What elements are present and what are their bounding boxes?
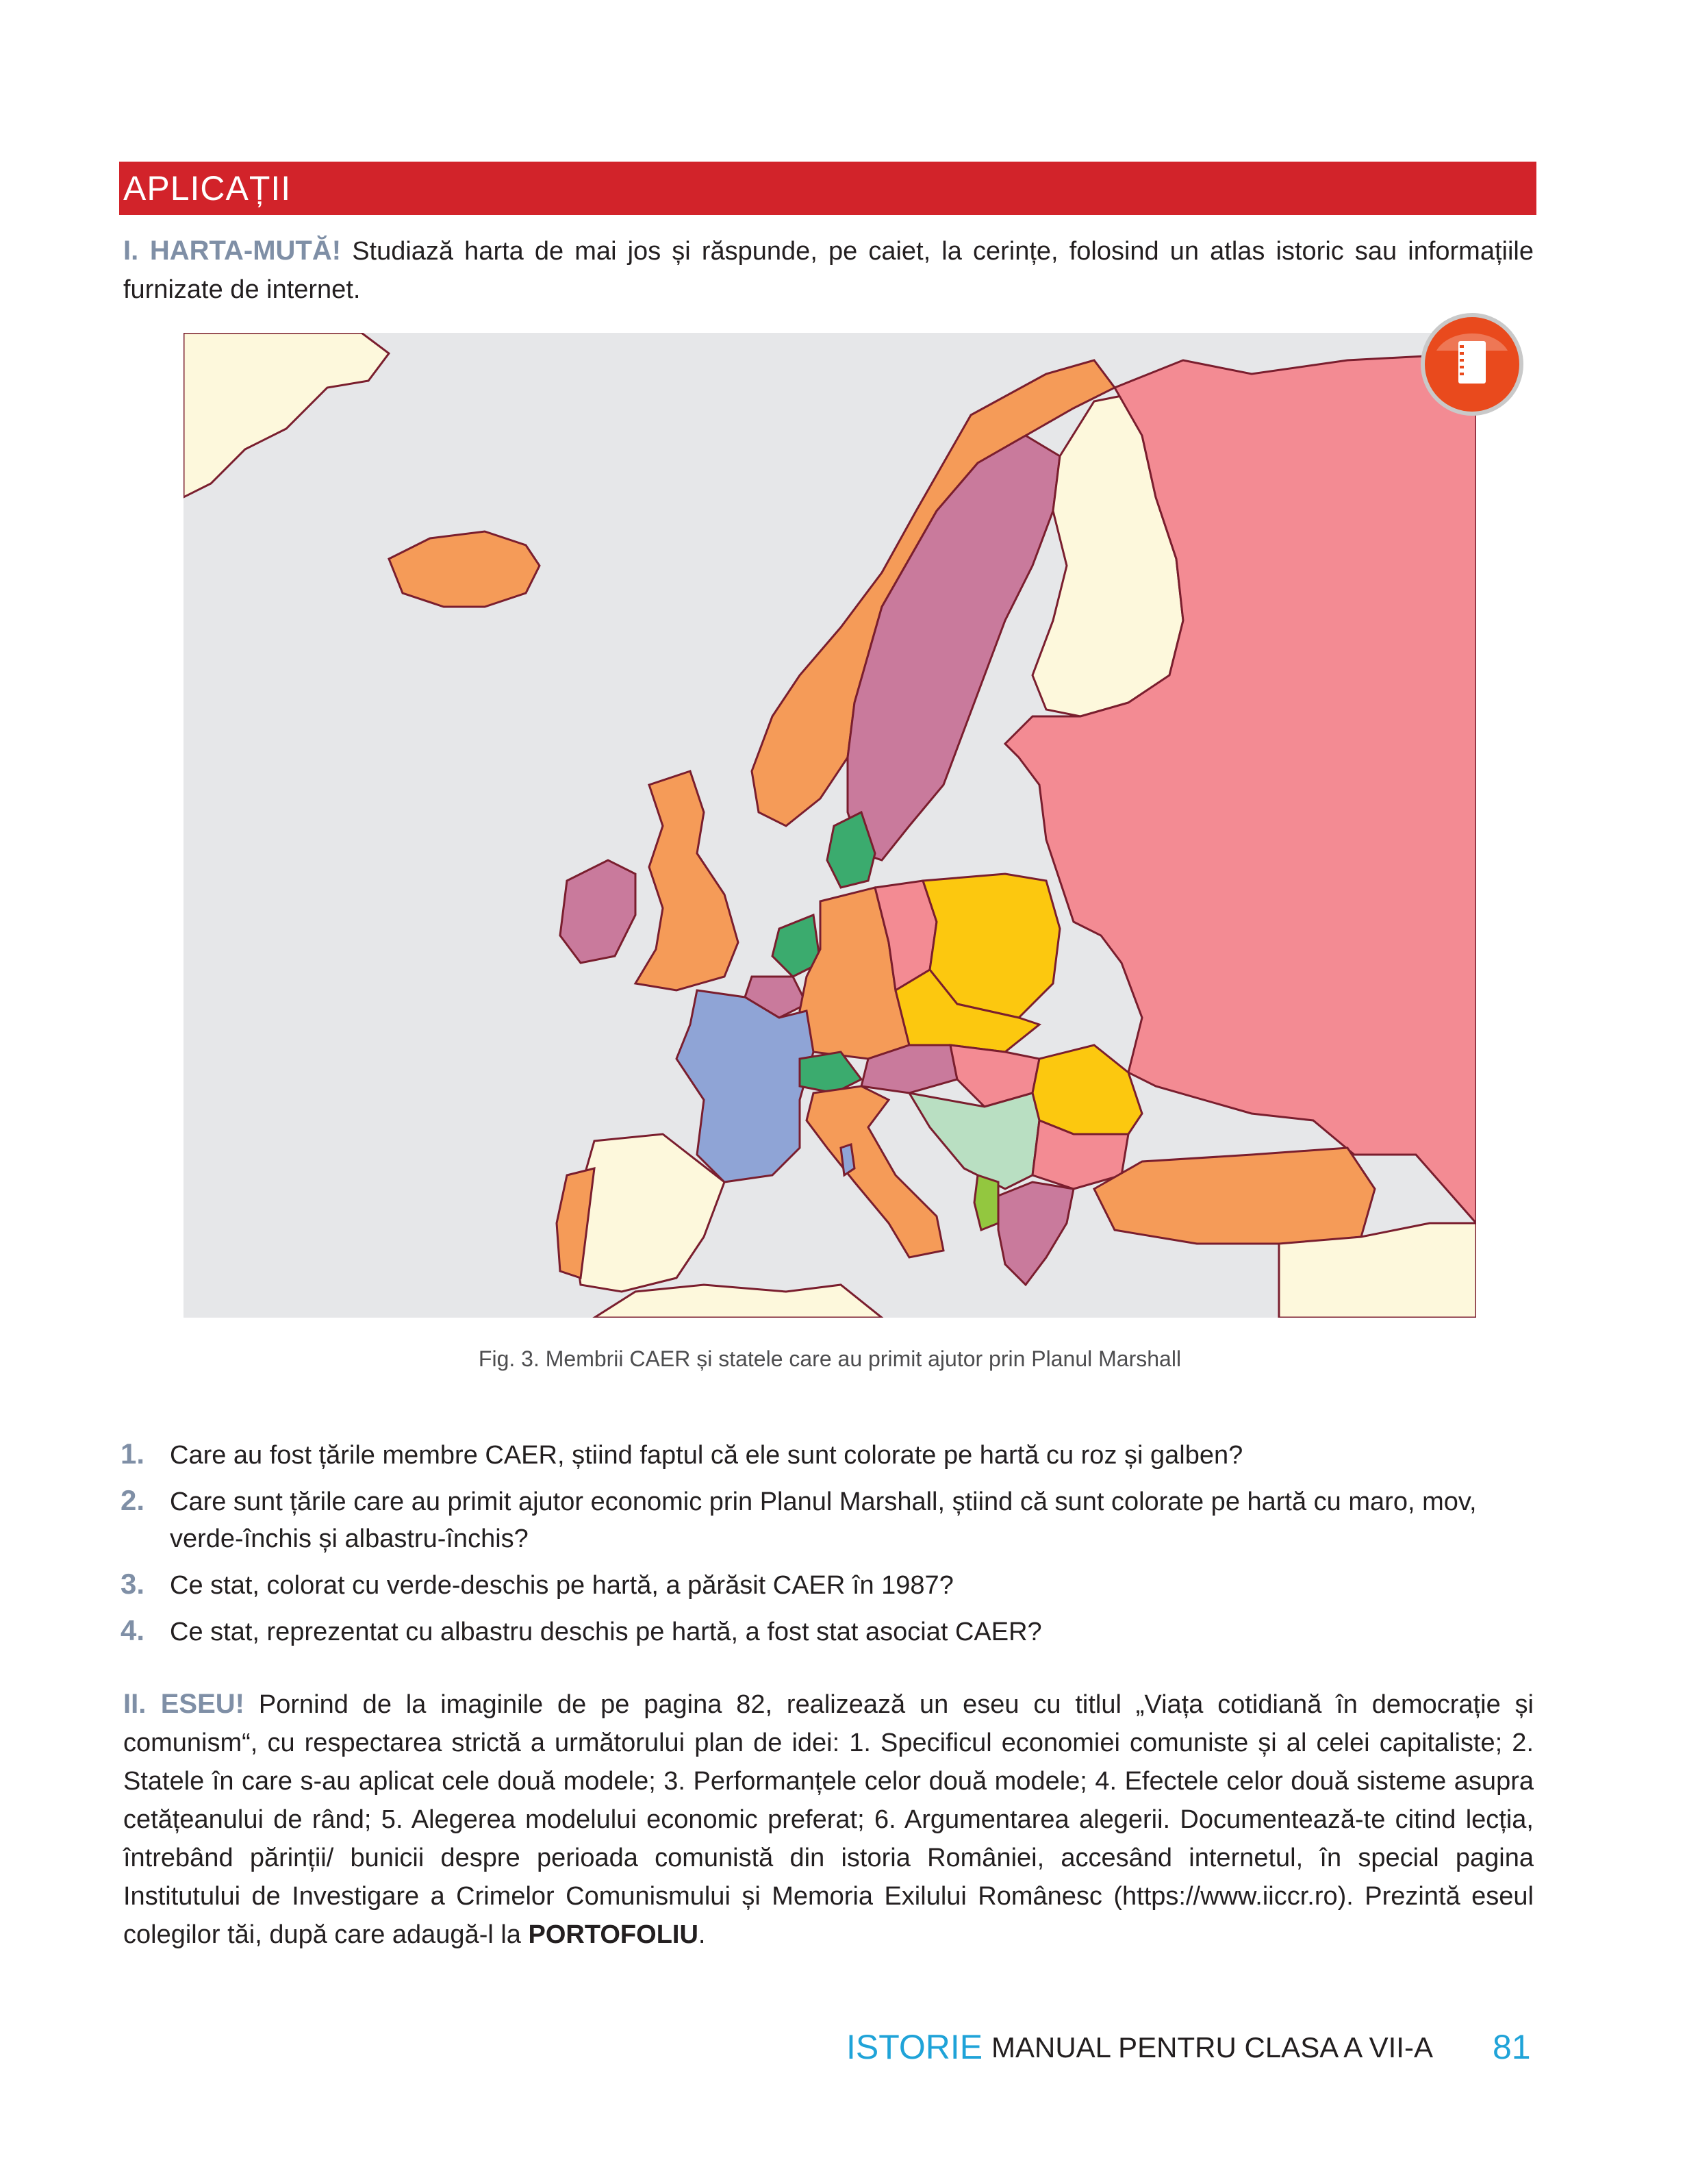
question-number: 3. bbox=[121, 1568, 145, 1600]
portfolio-keyword: PORTOFOLIU bbox=[528, 1920, 698, 1949]
section-title: APLICAȚII bbox=[123, 169, 292, 208]
task1-paragraph bbox=[123, 231, 1534, 309]
map-iceland bbox=[389, 531, 540, 607]
map-yugoslavia bbox=[909, 1093, 1039, 1189]
question-text: Care sunt țările care au primit ajutor economic prin Planul Marshall, știind că sunt colorate pe hartă cu maro, mov, verde-închis și albastru-închis? bbox=[170, 1488, 1477, 1553]
question-number: 4. bbox=[121, 1614, 145, 1646]
map-ireland bbox=[560, 860, 635, 963]
footer-book-title: MANUAL PENTRU CLASA A VII-A bbox=[991, 2031, 1433, 2063]
page-number: 81 bbox=[1493, 2028, 1531, 2066]
section-banner bbox=[119, 162, 1536, 215]
question-text: Ce stat, colorat cu verde-deschis pe hartă, a părăsit CAER în 1987? bbox=[170, 1571, 954, 1600]
question-text: Care au fost țările membre CAER, știind faptul că ele sunt colorate pe hartă cu roz și galben? bbox=[170, 1441, 1243, 1470]
map-france bbox=[676, 990, 813, 1182]
question-number: 2. bbox=[121, 1484, 145, 1516]
list-item bbox=[121, 1483, 1538, 1557]
map-sweden bbox=[848, 436, 1060, 860]
map-greenland bbox=[183, 333, 389, 497]
task1-text: Studiază harta de mai jos și răspunde, pe caiet, la cerințe, folosind un atlas istoric sau informațiile furnizate de internet. bbox=[123, 237, 1534, 304]
europe-map bbox=[183, 333, 1476, 1318]
map-caption: Fig. 3. Membrii CAER și statele care au primit ajutor prin Planul Marshall bbox=[478, 1346, 1182, 1371]
task2-label: II. ESEU! bbox=[123, 1689, 244, 1719]
map-north-africa bbox=[594, 1285, 882, 1318]
footer-subject: ISTORIE bbox=[846, 2028, 983, 2066]
map-turkey bbox=[1094, 1148, 1375, 1244]
task2-paragraph bbox=[123, 1685, 1534, 1954]
list-item bbox=[121, 1437, 1538, 1474]
europe-map-svg bbox=[183, 333, 1476, 1318]
map-great-britain bbox=[635, 771, 738, 990]
task2-tail: . bbox=[698, 1920, 706, 1949]
question-list bbox=[121, 1437, 1538, 1660]
list-item bbox=[121, 1567, 1538, 1604]
question-text: Ce stat, reprezentat cu albastru deschis pe hartă, a fost stat asociat CAER? bbox=[170, 1618, 1042, 1646]
map-corsica-sardinia bbox=[841, 1144, 854, 1175]
map-greece bbox=[998, 1182, 1074, 1285]
task2-text: Pornind de la imaginile de pe pagina 82, realizează un eseu cu titlul „Viața cotidiană în democrație și comunism“, cu respectarea strictă a următorului plan de idei: 1. Specificul economiei comuniste și al celei capitaliste; 2. Statele în care s-au aplicat cele două modele; 3. Performanțele celor două modele; 4. Efectele celor două sisteme asupra cetățeanului de rând; 5. Alegerea modelului economic preferat; 6. Argumentarea alegerii. Documentează-te citind lecția, întrebând părinții/ bunicii despre perioada comunistă din istoria României, accesând internetul, în special pagina Institutului de Investigare a Crimelor Comunismului și Memoria Exilului Românesc (https://www.iiccr.ro). Prezintă eseul colegilor tăi, după care adaugă-l la bbox=[123, 1690, 1534, 1949]
map-romania bbox=[1032, 1045, 1142, 1134]
notebook-icon bbox=[1417, 310, 1527, 419]
question-number: 1. bbox=[121, 1438, 145, 1470]
list-item bbox=[121, 1614, 1538, 1650]
task1-label: I. HARTA-MUTĂ! bbox=[123, 236, 342, 266]
map-albania bbox=[974, 1175, 998, 1230]
